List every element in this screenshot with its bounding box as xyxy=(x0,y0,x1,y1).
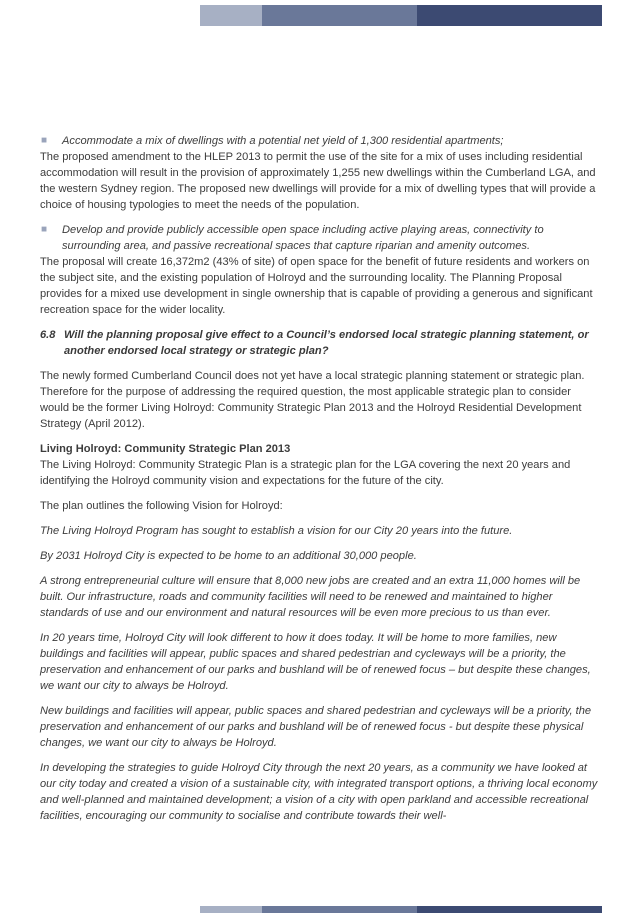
bullet-item xyxy=(40,133,603,149)
bullet-item xyxy=(40,222,603,254)
paragraph: The Living Holroyd: Community Strategic Plan is a strategic plan for the LGA covering the next 20 years and identifying the Holroyd community vision and expectations for the future of the city. xyxy=(40,459,571,487)
paragraph: The plan outlines the following Vision for Holroyd: xyxy=(40,500,283,512)
bullet-text: Accommodate a mix of dwellings with a potential net yield of 1,300 residential apartments; xyxy=(62,135,504,147)
paragraph: The proposal will create 16,372m2 (43% of site) of open space for the benefit of future residents and workers on the subject site, and the existing population of Holroyd and the surrounding locality. The Planning Proposal provides for a mixed use development in single ownership that is capable of providing a generous and significant recreation space for the wider locality. xyxy=(40,256,593,316)
footer-band-light xyxy=(200,906,262,913)
vision-quote: In developing the strategies to guide Holroyd City through the next 20 years, as a community we have looked at our city today and created a vision of a sustainable city, with integrated transport options, a thriving local economy and well-planned and maintained development; a vision of a city with open parkland and accessible recreational facilities, encouraging our community to socialise and contribute towards their well- xyxy=(40,762,598,822)
page-body xyxy=(40,133,603,824)
vision-quote: In 20 years time, Holroyd City will look different to how it does today. It will be home to more families, new buildings and facilities will appear, public spaces and shared pedestrian and cycleways will be a priority, the preservation and enhancement of our parks and bushland will be of renewed focus – but despite these changes, we want our city to always be Holroyd. xyxy=(40,632,591,692)
vision-quote: By 2031 Holroyd City is expected to be home to an additional 30,000 people. xyxy=(40,550,417,562)
footer-band-mid xyxy=(262,906,417,913)
paragraph: The newly formed Cumberland Council does not yet have a local strategic planning statement or strategic plan. Therefore for the purpose of addressing the required question, the most applicable strategic plan to consider would be the former Living Holroyd: Community Strategic Plan 2013 and the Holroyd Residential Development Strategy (April 2012). xyxy=(40,370,585,430)
section-heading xyxy=(40,327,603,359)
vision-quote: New buildings and facilities will appear, public spaces and shared pedestrian and cycleways will be a priority, the preservation and enhancement of our parks and bushland will be of renewed focus - but despite these physical changes, we want our city to always be Holroyd. xyxy=(40,705,592,749)
header-color-band xyxy=(200,5,602,26)
vision-quote: A strong entrepreneurial culture will ensure that 8,000 new jobs are created and an extra 11,000 homes will be built. Our infrastructure, roads and community facilities will need to be renewed and maintained to higher standards of use and our environment and natural resources will be even more precious to us than ever. xyxy=(40,575,581,619)
footer-band-dark xyxy=(417,906,602,913)
footer-color-band xyxy=(200,906,602,913)
vision-quote: The Living Holroyd Program has sought to establish a vision for our City 20 years into the future. xyxy=(40,525,513,537)
header-band-light xyxy=(200,5,262,26)
section-number: 6.8 xyxy=(40,329,56,341)
bullet-marker-icon: ■ xyxy=(41,224,48,235)
header-band-dark xyxy=(417,5,602,26)
header-band-mid xyxy=(262,5,417,26)
bullet-text: Develop and provide publicly accessible open space including active playing areas, connectivity to surrounding area, and passive recreational spaces that capture riparian and amenity outcomes. xyxy=(62,224,544,252)
bullet-marker-icon: ■ xyxy=(41,135,48,146)
paragraph: The proposed amendment to the HLEP 2013 to permit the use of the site for a mix of uses including residential accommodation will result in the provision of approximately 1,255 new dwellings within the Cumberland LGA, and the western Sydney region. The proposed new dwellings will provide for a mix of dwelling types that will provide a choice of housing typologies to meet the needs of the population. xyxy=(40,151,596,211)
section-title: Will the planning proposal give effect to a Council’s endorsed local strategic planning statement, or another endorsed local strategy or strategic plan? xyxy=(64,329,589,357)
subheading: Living Holroyd: Community Strategic Plan 2013 xyxy=(40,443,291,455)
